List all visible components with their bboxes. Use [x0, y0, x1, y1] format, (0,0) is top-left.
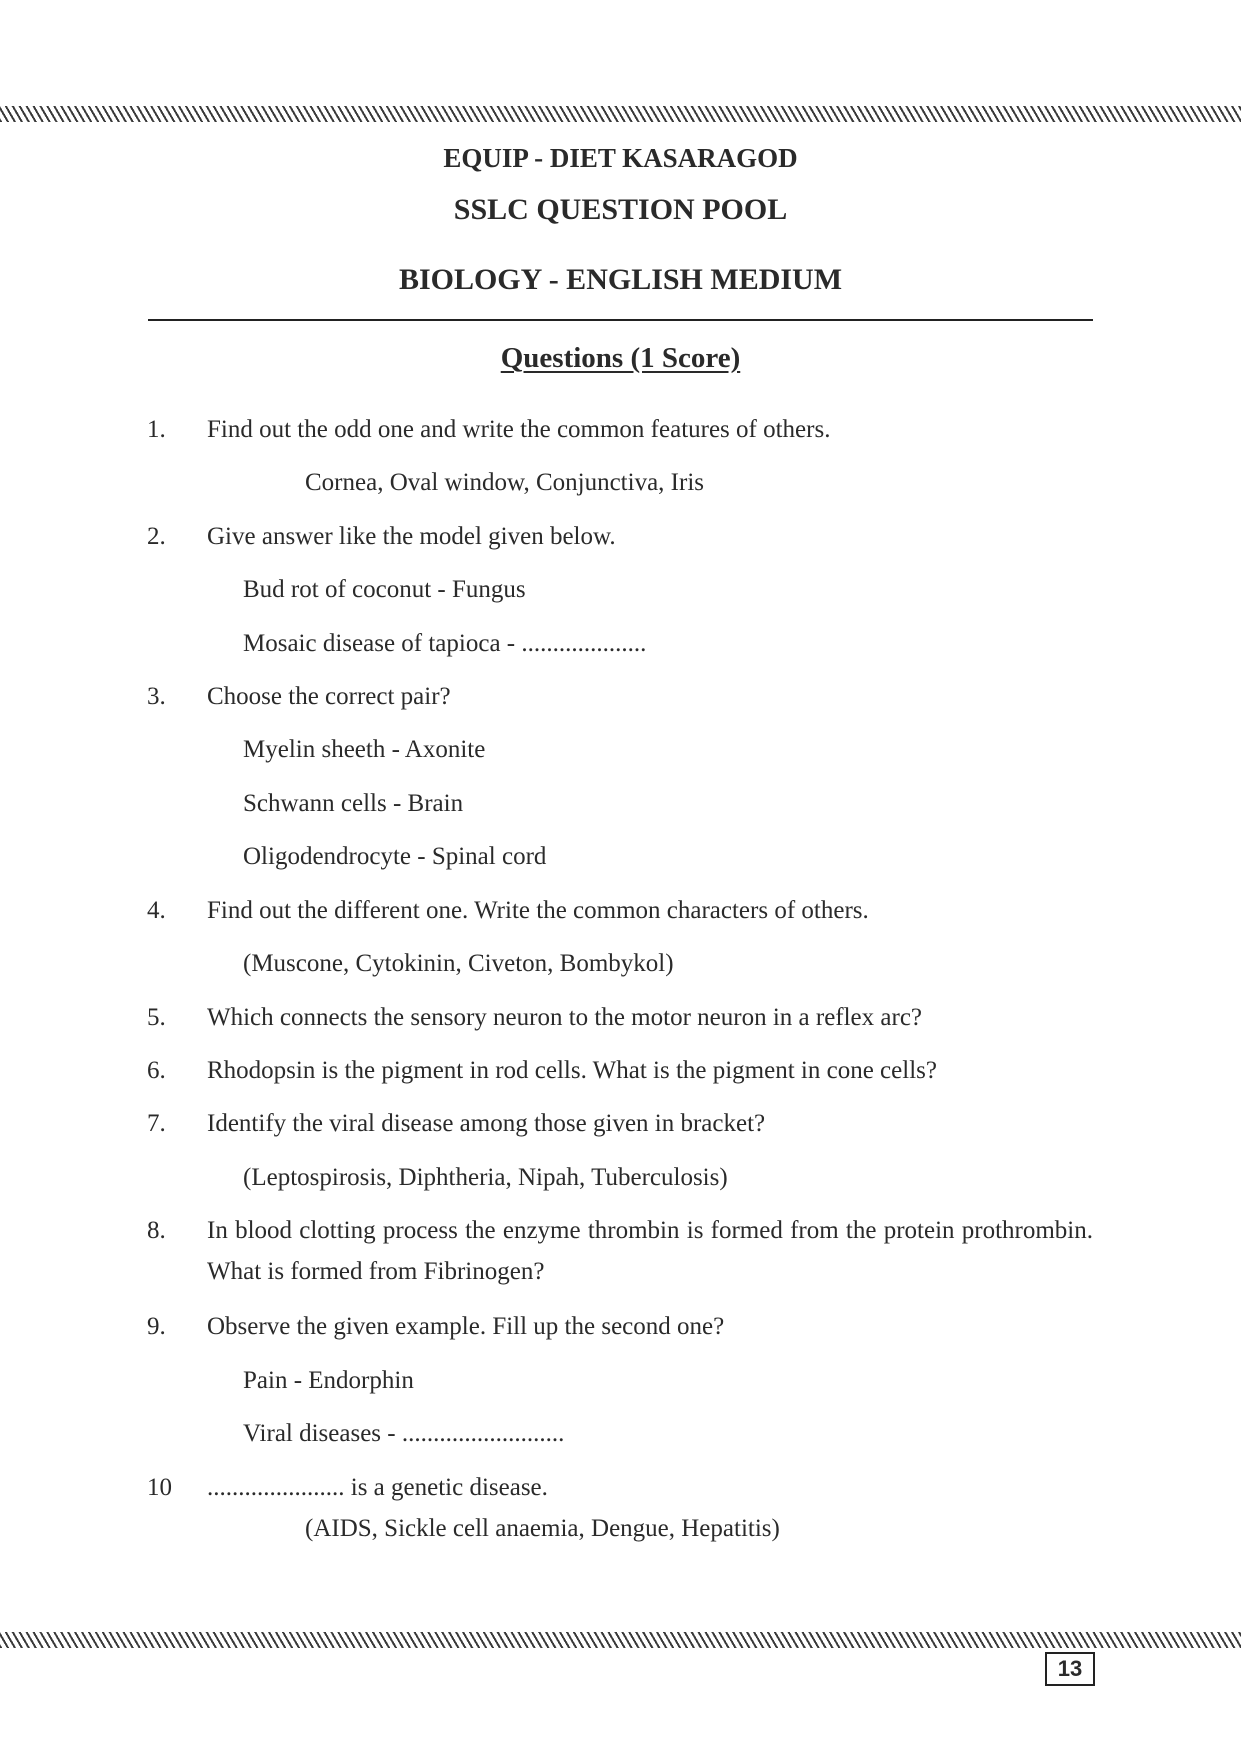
question-option-line: Myelin sheeth - Axonite	[243, 736, 486, 763]
question-number: 4.	[147, 897, 166, 924]
question-text: ...................... is a genetic disease.	[207, 1474, 548, 1501]
question-text: Give answer like the model given below.	[207, 523, 616, 550]
question-option-line: (Muscone, Cytokinin, Civeton, Bombykol)	[243, 950, 674, 977]
question-text: Find out the odd one and write the common features of others.	[207, 416, 831, 443]
page-number: 13	[1045, 1652, 1095, 1686]
bottom-hatched-border	[0, 1632, 1241, 1648]
question-number: 9.	[147, 1313, 166, 1340]
question-option-line: Mosaic disease of tapioca - ....................	[243, 630, 647, 657]
question-number: 8.	[147, 1217, 166, 1244]
question-number: 10	[147, 1474, 172, 1501]
question-number: 6.	[147, 1057, 166, 1084]
question-number: 3.	[147, 683, 166, 710]
question-option-line: (AIDS, Sickle cell anaemia, Dengue, Hepatitis)	[305, 1515, 780, 1542]
question-text: Find out the different one. Write the common characters of others.	[207, 897, 869, 924]
question-text: Identify the viral disease among those given in bracket?	[207, 1110, 766, 1137]
question-option-line: Pain - Endorphin	[243, 1367, 414, 1394]
question-number: 1.	[147, 416, 166, 443]
question-option-line: Cornea, Oval window, Conjunctiva, Iris	[305, 469, 704, 496]
top-hatched-border	[0, 106, 1241, 122]
question-option-line: Schwann cells - Brain	[243, 790, 464, 817]
header-institution: EQUIP - DIET KASARAGOD	[443, 143, 798, 173]
question-number: 7.	[147, 1110, 166, 1137]
header-subject: BIOLOGY - ENGLISH MEDIUM	[398, 263, 843, 296]
question-number: 2.	[147, 523, 166, 550]
header-divider	[148, 319, 1093, 321]
question-text: Which connects the sensory neuron to the motor neuron in a reflex arc?	[207, 1004, 923, 1031]
question-text: Rhodopsin is the pigment in rod cells. What is the pigment in cone cells?	[207, 1057, 937, 1084]
question-option-line: Oligodendrocyte - Spinal cord	[243, 843, 547, 870]
question-number: 5.	[147, 1004, 166, 1031]
section-title: Questions (1 Score)	[500, 342, 741, 374]
question-option-line: Bud rot of coconut - Fungus	[243, 576, 526, 603]
question-text: In blood clotting process the enzyme thrombin is formed from the protein prothrombin. What is formed from Fibrinogen?	[207, 1217, 1093, 1285]
header-title: SSLC QUESTION POOL	[453, 193, 788, 226]
question-text: Observe the given example. Fill up the second one?	[207, 1313, 725, 1340]
question-text: Choose the correct pair?	[207, 683, 451, 710]
question-option-line: Viral diseases - ..........................	[243, 1420, 565, 1447]
question-option-line: (Leptospirosis, Diphtheria, Nipah, Tuberculosis)	[243, 1164, 728, 1191]
